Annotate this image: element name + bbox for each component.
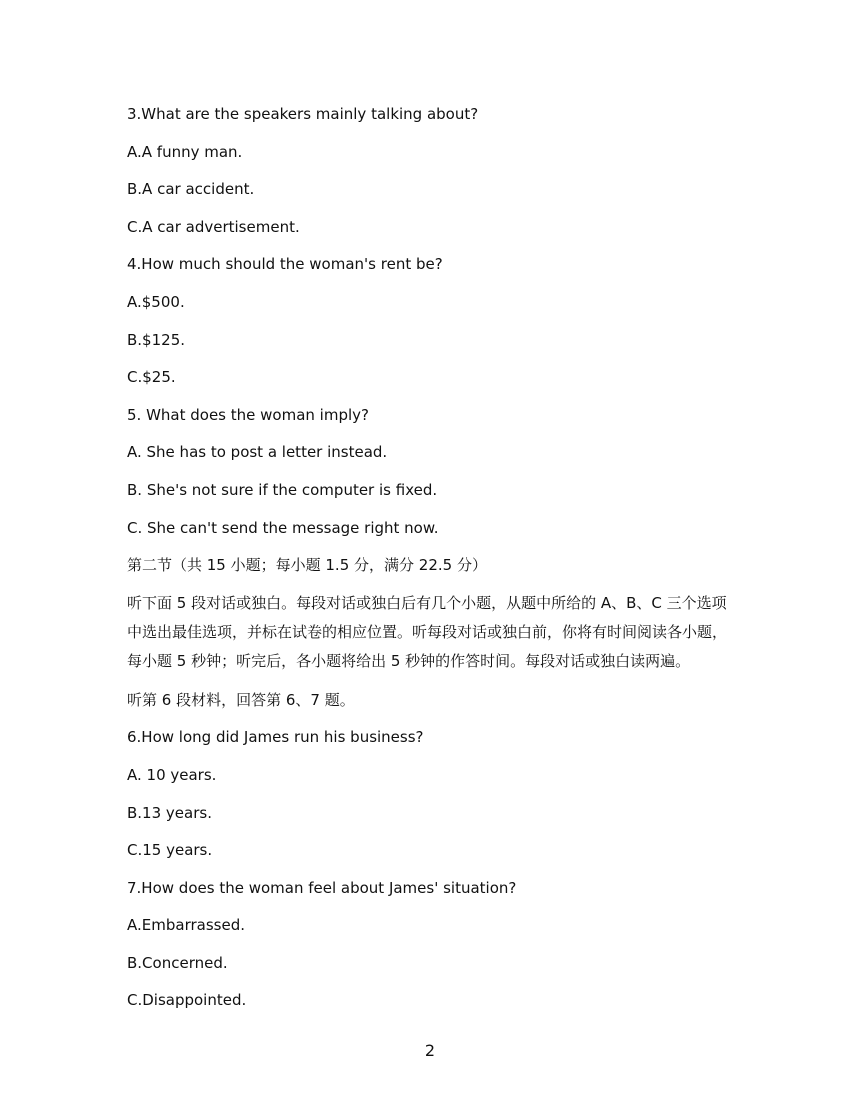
q3-option-b: B.A car accident.	[127, 180, 255, 199]
q6-option-b: B.13 years.	[127, 803, 212, 822]
q7-option-c: C.Disappointed.	[127, 991, 247, 1010]
question-7: 7.How does the woman feel about James' situation?	[127, 878, 517, 897]
q6-option-c: C.15 years.	[127, 841, 213, 860]
q7-option-b: B.Concerned.	[127, 953, 228, 972]
section-2-heading: 第二节（共 15 小题；每小题 1.5 分，满分 22.5 分）	[127, 556, 487, 575]
page-number: 2	[424, 1041, 436, 1060]
document-page	[127, 104, 737, 1028]
q5-option-b: B. She's not sure if the computer is fixed.	[127, 480, 438, 499]
q5-option-c: C. She can't send the message right now.	[127, 518, 439, 537]
question-3: 3.What are the speakers mainly talking about?	[127, 105, 479, 123]
question-6: 6.How long did James run his business?	[127, 728, 424, 747]
q6-option-a: A. 10 years.	[127, 765, 217, 784]
q4-option-a: A.$500.	[127, 292, 185, 311]
q5-option-a: A. She has to post a letter instead.	[127, 443, 388, 462]
q4-option-b: B.$125.	[127, 330, 186, 349]
material-6-heading: 听第 6 段材料，回答第 6、7 题。	[127, 690, 355, 709]
q3-option-c: C.A car advertisement.	[127, 217, 300, 236]
q3-option-a: A.A funny man.	[127, 142, 243, 161]
q7-option-a: A.Embarrassed.	[127, 916, 245, 935]
q4-option-c: C.$25.	[127, 368, 176, 387]
question-4: 4.How much should the woman's rent be?	[127, 255, 443, 274]
question-5: 5. What does the woman imply?	[127, 405, 369, 424]
section-2-instructions: 听下面 5 段对话或独白。每段对话或独白后有几个小题，从题中所给的 A、B、C 三个选项中选出最佳选项，并标在试卷的相应位置。听每段对话或独白前，你将有时间阅读各小题，每小题 5 秒钟；听完后，各小题将给出 5 秒钟的作答时间。每段对话或独白读两遍。	[127, 593, 728, 670]
